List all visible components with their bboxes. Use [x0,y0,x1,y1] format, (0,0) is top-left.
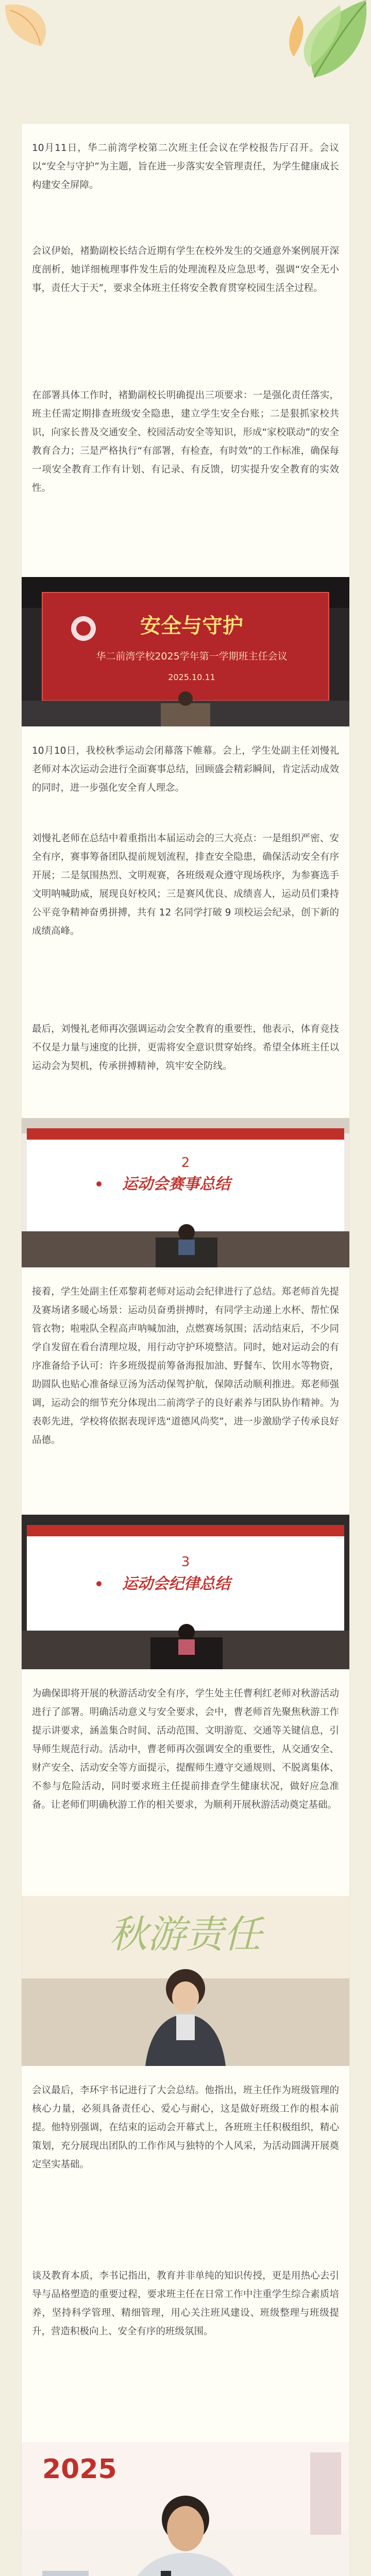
slide-heading-3: 运动会纪律总结 [122,1575,230,1593]
decorative-leaf-top-right [237,0,371,103]
paragraph-sports-highlights: 刘慢礼老师在总结中着重指出本届运动会的三大亮点：一是组织严密、安全有序，赛事筹备团队提前规划流程，排查安全隐患，确保活动安全有序开展；二是氛围热烈、文明观赛，各班级观众遵守现场秩序，为参赛选手文明呐喊助威，展现良好校风；三是赛风优良、成绩喜人，运动员们秉持公平竞争精神奋勇拼搏，共有 12 名同学打破 9 项校运会纪录，创下新的成绩高峰。 [32,833,339,937]
slide-heading-2: 运动会赛事总结 [122,1175,230,1193]
photo-sports-summary-slide [22,1118,349,1267]
slide-number-3: 3 [181,1554,190,1570]
banner-title: 安全与守护 [140,614,243,638]
paragraph-sports-safety: 最后，刘慢礼老师再次强调运动会安全教育的重要性，他表示，体育竞技不仅是力量与速度的比拼，更需将安全意识贯穿始终。希望全体班主任以运动会为契机，传承拼搏精神，筑牢安全防线。 [32,1024,339,1072]
decorative-leaf-top-left [0,0,88,72]
photo-autumn-trip-speaker [22,1896,349,2066]
slide-number-2: 2 [181,1155,190,1171]
paragraph-intro: 10月11日，华二前湾学校第二次班主任会议在学校报告厅召开。会议以“安全与守护”为主题，旨在进一步落实安全管理责任，为学生健康成长构建安全屏障。 [32,143,339,191]
photo-meeting-banner [22,577,349,726]
paragraph-secretary-summary: 会议最后，李环宇书记进行了大会总结。他指出，班主任作为班级管理的核心力量，必须具备责任心、爱心与耐心，这是做好班级工作的根本前提。他特别强调，在结束的运动会开幕式上，各班班主任积极组织，精心策划，充分展现出团队的工作作风与独特的个人风采，为活动圆满开展奠定坚实基础。 [32,2085,339,2170]
banner-subtitle: 华二前湾学校2025学年第一学期班主任会议 [96,651,288,662]
photo-secretary-speaker [22,2442,349,2576]
banner-date: 2025.10.11 [168,672,215,682]
slide-heading-4: 秋游责任 [109,1912,262,1957]
paragraph-vice-principal: 会议伊始，褚勤副校长结合近期有学生在校外发生的交通意外案例展开深度剖析，她详细梳理事件发生后的处理流程及应急思考，强调“安全无小事，责任大于天”，要求全体班主任将安全教育贯穿校园生活全过程。 [32,246,339,294]
article-body [22,124,349,2576]
paragraph-education-essence: 谈及教育本质，李书记指出，教育并非单纯的知识传授，更是用热心去引导与品格塑造的重要过程，要求班主任在日常工作中注重学生综合素质培养，坚持科学管理、精细管理，用心关注班风建设、班级整理与班级提升，营造积极向上、安全有序的班级氛围。 [32,2270,339,2337]
paragraph-discipline-summary: 接着，学生处副主任邓黎莉老师对运动会纪律进行了总结。郑老师首先提及赛场诸多暖心场景：运动员奋勇拼搏时，有同学主动递上水杯、帮忙保管衣物；啦啦队全程高声呐喊加油，点燃赛场氛围；活动结束后，不少同学自发留在看台清理垃圾，用行动守护环境整洁。同时，她对运动会的有序准备给予认可：许多班级提前筹备海报加油、野餐车、饮用水等物资，助圆队也贴心准备绿豆汤为活动保驾护航，保障活动顺利推进。郑老师强调，运动会的细节充分体现出二前湾学子的良好素养与团队协作精神。为表彰先进，学校将依据表现评选“道德风尚奖”，进一步激励学子传承良好品德。 [32,1286,339,1446]
backdrop-year: 2025 [42,2454,117,2485]
photo-discipline-summary-slide [22,1515,349,1669]
paragraph-requirements: 在部署具体工作时，褚勤副校长明确提出三项要求：一是强化责任落实，班主任需定期排查班级安全隐患，建立学生安全台账；二是狠抓家校共识，向家长普及交通安全、校园活动安全等知识，形成“家校联动”的安全教育合力；三是严格执行“有部署，有检查，有时效”的工作标准，确保每一项安全教育工作有计划、有记录、有反馈，切实提升安全教育的实效性。 [32,390,339,494]
paragraph-sports-closing: 10月10日，我校秋季运动会闭幕落下帷幕。会上，学生处副主任刘慢礼老师对本次运动会进行全面赛事总结，回顾盛会精彩瞬间，肯定活动成效的同时，进一步强化安全育人理念。 [32,745,339,793]
paragraph-autumn-trip: 为确保即将开展的秋游活动安全有序，学生处主任曹利红老师对秋游活动进行了部署。明确活动意义与安全要求，会中，曹老师首先聚焦秋游工作提示讲要求，涵盖集合时间、活动范围、文明游览、交通等关键信息，引导师生规范行动。活动中，曹老师再次强调安全的重要性，从交通安全、财产安全、活动安全等方面提示，提醒师生遵守交通规则、不脱离集体、不参与危险活动，同时要求班主任提前排查学生健康状况，做好应急准备。让老师们明确秋游工作的相关要求，为顺利开展秋游活动奠定基础。 [32,1688,339,1810]
